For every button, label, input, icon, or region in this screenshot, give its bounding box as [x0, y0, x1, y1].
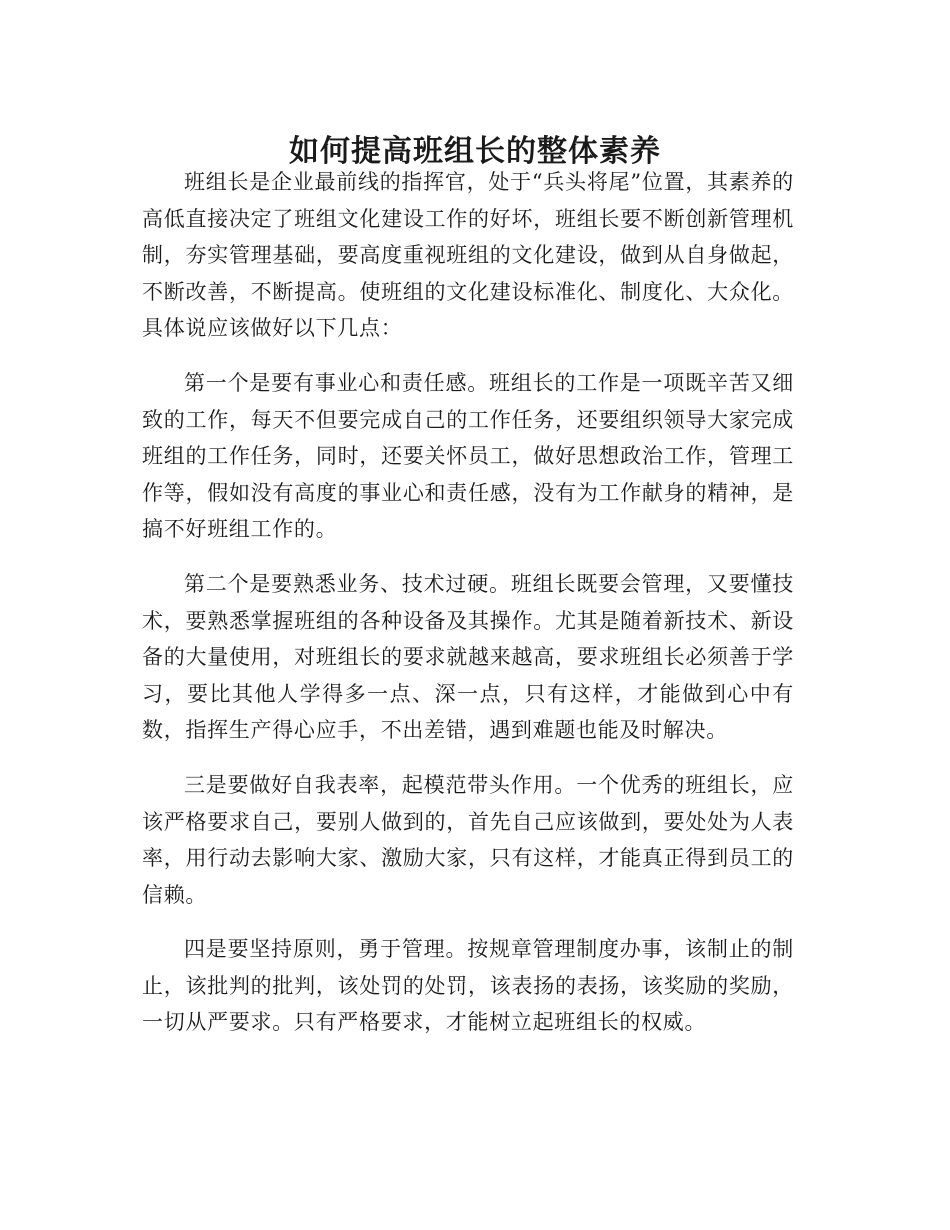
paragraph-point-2: 第二个是要熟悉业务、技术过硬。班组长既要会管理，又要懂技术，要熟悉掌握班组的各种设备及其操作。尤其是随着新技术、新设备的大量使用，对班组长的要求就越来越高，要求班组长必须善于学习，要比其他人学得多一点、深一点，只有这样，才能做到心中有数，指挥生产得心应手，不出差错，遇到难题也能及时解决。 — [142, 571, 794, 743]
document-title: 如何提高班组长的整体素养 — [289, 134, 661, 170]
paragraph-point-4: 四是要坚持原则，勇于管理。按规章管理制度办事，该制止的制止，该批判的批判，该处罚的处罚，该表扬的表扬，该奖励的奖励，一切从严要求。只有严格要求，才能树立起班组长的权威。 — [142, 937, 794, 1035]
paragraph-point-1: 第一个是要有事业心和责任感。班组长的工作是一项既辛苦又细致的工作，每天不但要完成自己的工作任务，还要组织领导大家完成班组的工作任务，同时，还要关怀员工，做好思想政治工作，管理工作等，假如没有高度的事业心和责任感，没有为工作献身的精神，是搞不好班组工作的。 — [142, 370, 794, 542]
paragraph-point-3: 三是要做好自我表率，起模范带头作用。一个优秀的班组长，应该严格要求自己，要别人做到的，首先自己应该做到，要处处为人表率，用行动去影响大家、激励大家，只有这样，才能真正得到员工的信赖。 — [142, 772, 794, 907]
paragraph-intro: 班组长是企业最前线的指挥官，处于“兵头将尾”位置，其素养的高低直接决定了班组文化建设工作的好坏，班组长要不断创新管理机制，夯实管理基础，要高度重视班组的文化建设，做到从自身做起，不断改善，不断提高。使班组的文化建设标准化、制度化、大众化。具体说应该做好以下几点： — [142, 170, 794, 341]
document-body — [142, 164, 794, 1059]
